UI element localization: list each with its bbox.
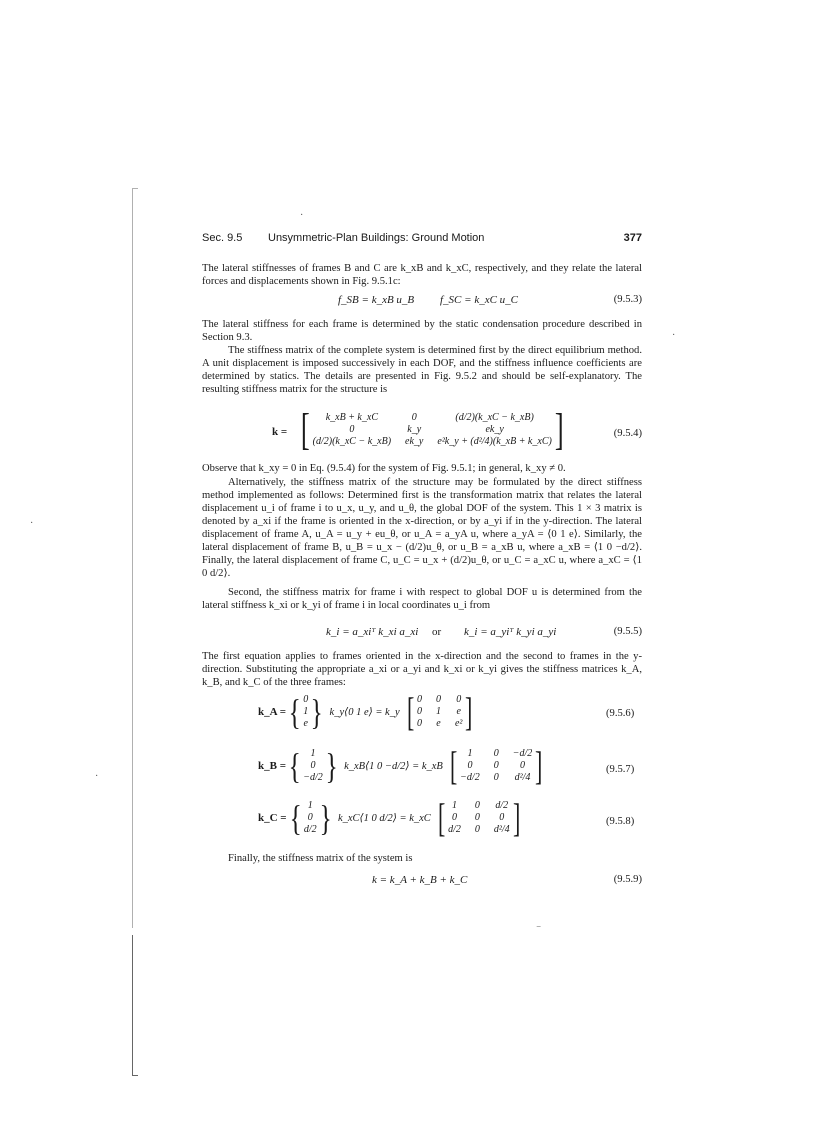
stiffness-matrix: [313, 412, 552, 448]
vector: [304, 800, 317, 836]
matrix-cell: 0: [474, 824, 480, 835]
right-brace: }: [310, 692, 323, 732]
right-bracket: ]: [554, 405, 564, 454]
matrix-cell: 1: [435, 706, 441, 717]
matrix-lhs: k_C =: [258, 812, 287, 824]
matrix-cell: e: [436, 718, 441, 729]
equation-number: (9.5.4): [613, 428, 642, 439]
matrix-cell: 0: [493, 748, 499, 759]
scan-speck: ·: [30, 518, 34, 529]
equation-number: (9.5.6): [606, 708, 635, 719]
matrix-cell: k_y: [407, 424, 422, 435]
matrix-cell: e: [456, 706, 461, 717]
matrix-cell: 0: [452, 812, 458, 823]
matrix-cell: 0: [416, 718, 422, 729]
paragraph: Observe that k_xy = 0 in Eq. (9.5.4) for the system of Fig. 9.5.1; in general, k_xy ≠ 0.: [202, 463, 566, 474]
section-label: Sec. 9.5: [202, 232, 243, 244]
matrix-cell: d²/4: [493, 824, 510, 835]
equation-expression: k = k_A + k_B + k_C: [372, 874, 468, 886]
matrix-cell: d²/4: [514, 772, 531, 783]
vector-entry: 0: [307, 812, 313, 823]
vector-entry: d/2: [303, 824, 317, 835]
matrix-cell: k_xB + k_xC: [325, 412, 378, 423]
left-bracket: [: [437, 795, 446, 840]
paragraph: Second, the stiffness matrix for frame i with respect to global DOF u is determined from the lateral stiffness k_xi or k_yi of frame i in local coordinates u_i from: [202, 587, 642, 611]
vector: [303, 694, 308, 730]
left-brace: {: [288, 692, 301, 732]
vector-entry: 1: [303, 706, 309, 717]
scan-speck: ·: [672, 330, 676, 341]
product-expression: k_y⟨0 1 e⟩ = k_y: [329, 707, 400, 718]
scan-margin-tick: [132, 1075, 138, 1076]
vector: [303, 748, 323, 784]
right-brace: }: [325, 746, 338, 786]
matrix-cell: d/2: [448, 824, 461, 835]
right-bracket: ]: [535, 743, 543, 788]
matrix-cell: 0: [411, 412, 417, 423]
equation-9-5-8: [258, 795, 523, 840]
matrix-cell: 0: [416, 706, 422, 717]
scan-margin-line: [132, 935, 133, 1075]
equation-number: (9.5.8): [606, 816, 635, 827]
matrix-cell: e²: [454, 718, 463, 729]
vector-entry: 1: [310, 748, 316, 759]
scan-speck: ⁻: [536, 924, 542, 935]
section-title: Unsymmetric-Plan Buildings: Ground Motion: [268, 232, 485, 244]
matrix-cell: 1: [452, 800, 458, 811]
matrix-cell: 0: [493, 760, 499, 771]
vector-entry: e: [303, 718, 308, 729]
matrix-cell: 0: [349, 424, 355, 435]
equation-left: f_SB = k_xB u_B: [338, 294, 415, 306]
page-number: 377: [623, 232, 642, 244]
matrix-cell: 1: [467, 748, 473, 759]
left-brace: {: [288, 746, 301, 786]
right-bracket: ]: [465, 689, 473, 734]
equation-right: k_i = a_yiᵀ k_yi a_yi: [464, 626, 557, 638]
matrix-cell: 0: [456, 694, 462, 705]
equation-left: k_i = a_xiᵀ k_xi a_xi: [326, 626, 419, 638]
matrix-cell: (d/2)(k_xC − k_xB): [455, 412, 534, 423]
scan-speck: ·: [300, 210, 304, 221]
equation-9-5-4: [202, 405, 642, 468]
matrix: [448, 800, 510, 836]
left-bracket: [: [300, 405, 310, 454]
matrix-cell: 0: [416, 694, 422, 705]
equation-right: f_SC = k_xC u_C: [440, 294, 519, 306]
scan-speck: ·: [95, 771, 99, 782]
matrix: [417, 694, 462, 730]
matrix-lhs: k_A =: [258, 706, 286, 718]
paragraph: The lateral stiffnesses of frames B and C are k_xB and k_xC, respectively, and they relate the lateral forces and displacements shown in Fig. 9.5.1c:: [202, 263, 642, 287]
matrix-cell: (d/2)(k_xC − k_xB): [312, 436, 392, 447]
vector-entry: 0: [310, 760, 316, 771]
equation-9-5-6: [258, 689, 476, 734]
matrix-cell: 0: [435, 694, 441, 705]
right-bracket: ]: [512, 795, 521, 840]
matrix-cell: 0: [519, 760, 525, 771]
equation-number: (9.5.9): [613, 874, 642, 885]
right-brace: }: [319, 798, 332, 838]
matrix-cell: 0: [493, 772, 499, 783]
scan-margin-line: [132, 188, 133, 928]
matrix-cell: ek_y: [405, 436, 424, 447]
matrix-cell: −d/2: [460, 772, 480, 783]
left-bracket: [: [406, 689, 414, 734]
vector-entry: −d/2: [303, 772, 323, 783]
matrix: [460, 748, 532, 784]
matrix-cell: d/2: [495, 800, 509, 811]
matrix-cell: e²k_y + (d²/4)(k_xB + k_xC): [437, 436, 552, 447]
matrix-cell: −d/2: [512, 748, 533, 759]
matrix-cell: ek_y: [485, 424, 504, 435]
paragraph: Finally, the stiffness matrix of the system is: [228, 853, 413, 864]
equation-or: or: [432, 626, 442, 638]
left-brace: {: [289, 798, 302, 838]
equation-9-5-7: [258, 743, 546, 788]
paragraph: The first equation applies to frames oriented in the x-direction and the second to frames in the y-direction. Substituting the appropriate a_xi or a_yi and k_xi or k_yi gives the stiffness matrices k_A, k_B, and k_C of the three frames:: [202, 651, 642, 688]
product-expression: k_xB⟨1 0 −d/2⟩ = k_xB: [344, 761, 443, 772]
matrix-lhs: k =: [272, 426, 288, 438]
paragraph: The lateral stiffness for each frame is determined by the static condensation procedure described in Section 9.3.: [202, 319, 642, 343]
matrix-cell: 0: [474, 812, 480, 823]
vector-entry: 1: [307, 800, 313, 811]
equation-number: (9.5.3): [613, 294, 642, 305]
matrix-cell: 0: [467, 760, 473, 771]
paragraph: Alternatively, the stiffness matrix of the structure may be formulated by the direct stiffness method implemented as follows: Determined first is the transformation matrix that relates the lateral displacement u_i of frame i to u_x, u_y, and u_θ, the global DOF of the system. This 1 × 3 matrix is denoted by a_xi if the frame is oriented in the x-direction, or by a_yi if in the y-direction. The lateral displacement of frame A, u_A = u_y + eu_θ, or u_A = a_yA u, where a_yA = ⟨0 1 e⟩. Similarly, the lateral displacement of frame B, u_B = u_x − (d/2)u_θ, or u_B = a_xB u, where a_xB = ⟨1 0 −d/2⟩. Finally, the lateral displacement of frame C, u_C = u_x + (d/2)u_θ, or u_C = a_xC u, where a_xC = ⟨1 0 d/2⟩.: [202, 477, 642, 579]
paragraph: The stiffness matrix of the complete system is determined first by the direct equilibrium method. A unit displacement is imposed successively in each DOF, and the stiffness influence coefficients are determined by statics. The details are presented in Fig. 9.5.2 and should be self-explanatory. The resulting stiffness matrix for the structure is: [202, 345, 642, 395]
product-expression: k_xC⟨1 0 d/2⟩ = k_xC: [337, 813, 431, 824]
equation-number: (9.5.7): [606, 764, 635, 775]
equation-number: (9.5.5): [613, 626, 642, 637]
scan-margin-tick: [132, 188, 138, 189]
matrix-cell: 0: [474, 800, 480, 811]
matrix-cell: 0: [499, 812, 505, 823]
matrix-lhs: k_B =: [258, 760, 286, 772]
left-bracket: [: [449, 743, 458, 788]
vector-entry: 0: [303, 694, 309, 705]
